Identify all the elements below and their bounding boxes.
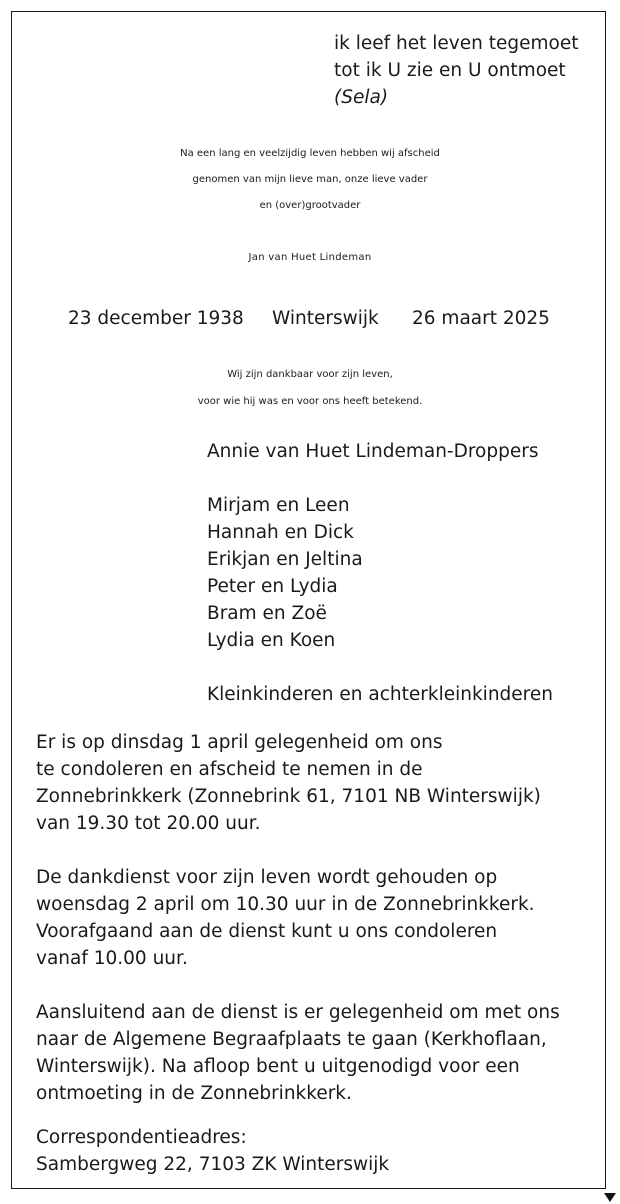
service-line-1: De dankdienst voor zijn leven wordt gehouden op <box>36 867 498 888</box>
intro-line-1: Na een lang en veelzijdig leven hebben wij afscheid <box>180 148 440 159</box>
burial-line-1: Aansluitend aan de dienst is er gelegenheid om met ons <box>36 1002 560 1023</box>
place: Winterswijk <box>272 308 379 329</box>
correspondence-address: Sambergweg 22, 7103 ZK Winterswijk <box>36 1154 390 1175</box>
verse-line-2: tot ik U zie en U ontmoet <box>334 60 566 81</box>
deceased-name: Jan van Huet Lindeman <box>248 252 372 263</box>
child-entry: Mirjam en Leen <box>207 495 350 516</box>
burial-line-2: naar de Algemene Begraafplaats te gaan (Kerkhoflaan, <box>36 1029 547 1050</box>
child-entry: Lydia en Koen <box>207 630 336 651</box>
verse-line-1: ik leef het leven tegemoet <box>334 33 579 54</box>
child-entry: Bram en Zoë <box>207 603 327 624</box>
spouse-name: Annie van Huet Lindeman-Droppers <box>207 441 539 462</box>
grandchildren-line: Kleinkinderen en achterkleinkinderen <box>207 684 553 705</box>
correspondence-label: Correspondentieadres: <box>36 1127 247 1148</box>
birth-date: 23 december 1938 <box>68 308 244 329</box>
service-line-3: Voorafgaand aan de dienst kunt u ons condoleren <box>36 921 498 942</box>
condolence-line-1: Er is op dinsdag 1 april gelegenheid om ons <box>36 732 443 753</box>
thanks-line-2: voor wie hij was en voor ons heeft betekend. <box>197 396 423 407</box>
service-line-4: vanaf 10.00 uur. <box>36 948 188 969</box>
death-date: 26 maart 2025 <box>412 308 550 329</box>
intro-line-2: genomen van mijn lieve man, onze lieve vader <box>192 174 428 185</box>
child-entry: Peter en Lydia <box>207 576 338 597</box>
burial-line-3: Winterswijk). Na afloop bent u uitgenodigd voor een <box>36 1056 520 1077</box>
condolence-line-3: Zonnebrinkkerk (Zonnebrink 61, 7101 NB Winterswijk) <box>36 786 541 807</box>
verse-source: (Sela) <box>334 87 389 108</box>
condolence-line-2: te condoleren en afscheid te nemen in de <box>36 759 423 780</box>
thanks-line-1: Wij zijn dankbaar voor zijn leven, <box>227 369 393 380</box>
intro-line-3: en (over)grootvader <box>259 200 361 211</box>
service-line-2: woensdag 2 april om 10.30 uur in de Zonnebrinkkerk. <box>36 894 535 915</box>
child-entry: Hannah en Dick <box>207 522 354 543</box>
condolence-line-4: van 19.30 tot 20.00 uur. <box>36 813 261 834</box>
scroll-down-arrow-icon[interactable] <box>604 1193 616 1202</box>
child-entry: Erikjan en Jeltina <box>207 549 363 570</box>
burial-line-4: ontmoeting in de Zonnebrinkkerk. <box>36 1083 352 1104</box>
